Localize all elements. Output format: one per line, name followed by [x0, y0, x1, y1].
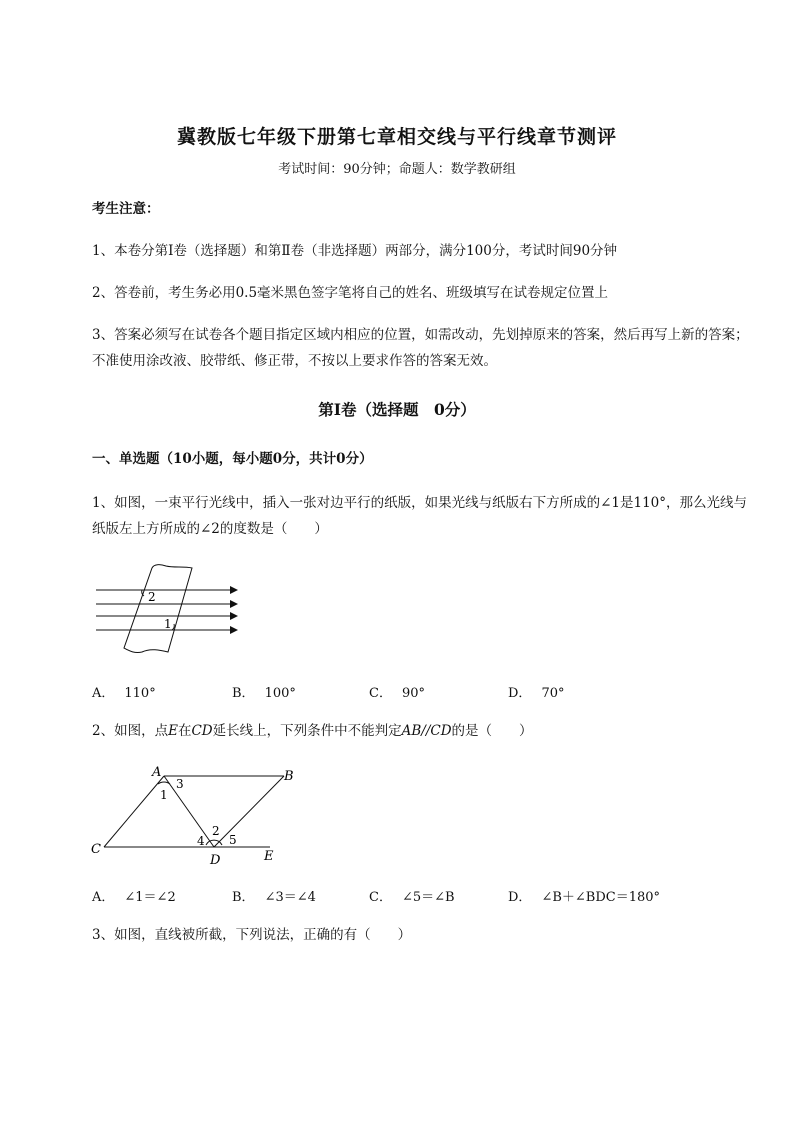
point-e-label: E [264, 849, 274, 864]
notice-item-3: 3、答案必须写在试卷各个题目指定区域内相应的位置，如需改动，先划掉原来的答案，然后再写上新的答案；不准使用涂改液、胶带纸、修正带，不按以上要求作答的答案无效。 [92, 327, 749, 369]
angle-2-label: 2 [212, 824, 220, 838]
angle-4-label: 4 [197, 834, 205, 848]
question-1-figure [94, 560, 244, 660]
point-c-label: C [91, 842, 101, 857]
option-b[interactable]: B． ∠3＝∠4 [232, 890, 316, 905]
notice-item-2: 2、答卷前，考生务必用0.5毫米黑色签字笔将自己的姓名、班级填写在试卷规定位置上 [92, 285, 609, 301]
question-2-stem: 2、如图，点E在CD延长线上，下列条件中不能判定AB//CD的是（ ） [92, 723, 533, 739]
angle-1-label: 1 [164, 617, 172, 631]
angle-1-arc [172, 624, 174, 630]
option-a[interactable]: A． ∠1＝∠2 [92, 890, 176, 905]
point-a-label: A [152, 765, 162, 780]
option-a[interactable]: A． 110° [92, 686, 156, 701]
notice-heading: 考生注意： [92, 201, 160, 217]
question-3-stem: 3、如图，直线被所截，下列说法，正确的有（ ） [92, 927, 412, 943]
page-title: 冀教版七年级下册第七章相交线与平行线章节测评 [176, 126, 617, 148]
angle-2-label: 2 [148, 590, 156, 604]
option-c[interactable]: C． 90° [369, 686, 425, 701]
angle-3-label: 3 [176, 777, 184, 791]
figure-lines [104, 776, 284, 847]
ray-arrowheads [230, 586, 238, 634]
option-d[interactable]: D． ∠B＋∠BDC＝180° [508, 890, 661, 905]
angle-1-label: 1 [160, 788, 168, 802]
option-b[interactable]: B． 100° [232, 686, 296, 701]
part-title: 第I卷（选择题 0分） [318, 400, 476, 419]
point-d-label: D [210, 853, 221, 868]
notice-item-1: 1、本卷分第I卷（选择题）和第Ⅱ卷（非选择题）两部分，满分100分，考试时间90分钟 [92, 243, 618, 259]
section-heading: 一、单选题（10小题，每小题0分，共计0分） [92, 451, 373, 467]
point-b-label: B [284, 769, 294, 784]
question-2-figure [88, 760, 294, 870]
paper-strip [124, 565, 192, 653]
angle-5-label: 5 [229, 833, 237, 847]
question-1-stem: 1、如图，一束平行光线中，插入一张对边平行的纸版，如果光线与纸版右下方所成的∠1是110°，那么光线与纸版左上方所成的∠2的度数是（ ） [92, 495, 748, 537]
exam-info: 考试时间：90分钟；命题人：数学教研组 [278, 162, 516, 177]
option-c[interactable]: C． ∠5＝∠B [369, 890, 455, 905]
option-d[interactable]: D． 70° [508, 686, 565, 701]
